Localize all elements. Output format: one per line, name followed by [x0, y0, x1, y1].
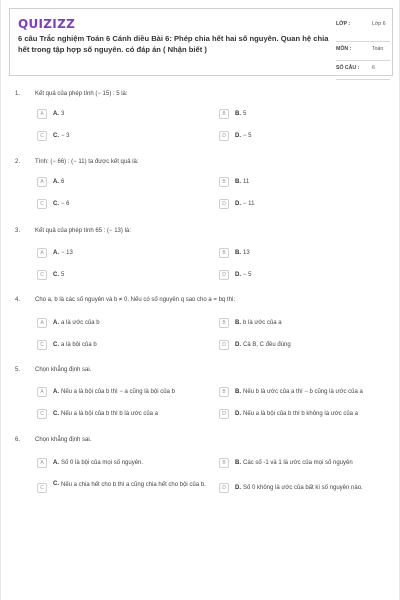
option-text: − 3 [61, 133, 70, 139]
meta-count-row [336, 61, 390, 80]
option-box[interactable]: D [219, 131, 229, 141]
option-letter: D. [235, 133, 241, 139]
option-letter: C. [53, 133, 59, 139]
option-text: Nếu a là bội của b thì b là ước của a [61, 411, 159, 417]
option-box[interactable]: D [219, 199, 229, 209]
option-text: Số 0 là bội của mọi số nguyên. [61, 460, 144, 466]
option-letter: C. [53, 411, 59, 417]
option-letter: A. [53, 111, 59, 117]
option-text: a là ước của b [61, 320, 100, 326]
option-box[interactable]: A [37, 248, 47, 258]
question-text: Kết quả của phép tính 65 : (− 13) là: [35, 228, 131, 234]
option-letter: A. [53, 179, 59, 185]
option-text: 11 [243, 179, 250, 185]
question-number: 3. [15, 228, 21, 234]
option-text: 5 [61, 272, 65, 278]
option-box[interactable]: C [37, 199, 47, 209]
question-text: Chọn khẳng định sai. [35, 367, 92, 373]
option-letter: A. [53, 460, 59, 466]
option-letter: D. [235, 485, 241, 491]
worksheet-meta [336, 17, 390, 80]
question-number: 4. [15, 297, 21, 303]
question-number: 2. [15, 159, 21, 165]
option-letter: B. [235, 250, 241, 256]
worksheet-title: 6 câu Trắc nghiệm Toán 6 Cánh diều Bài 6: Phép chia hết hai số nguyên. Quan hệ chia hết trong tập hợp số nguyên. có đáp án ( Nhận biết ) [18, 34, 329, 54]
worksheet-header [9, 8, 393, 76]
meta-count-value: 6 [372, 65, 375, 71]
option-text: − 5 [243, 133, 252, 139]
option-text: Nếu a là bội của b thì − a cũng là bội của b [61, 389, 175, 395]
option-text: b là ước của a [243, 320, 282, 326]
option-letter: C. [53, 201, 59, 207]
option-text: Cả B, C đều đúng [243, 342, 291, 348]
option-text: 5 [243, 111, 247, 117]
option-box[interactable]: D [219, 483, 229, 493]
option-text: Các số -1 và 1 là ước của mọi số nguyên [243, 460, 353, 466]
option-box[interactable]: A [37, 387, 47, 397]
option-box[interactable]: B [219, 458, 229, 468]
question-text: Tính: (− 66) : (− 11) ta được kết quả là: [35, 159, 139, 165]
question-number: 1. [15, 91, 21, 97]
option-letter: B. [235, 460, 241, 466]
option-text: Nếu b là ước của a thì − b cũng là ước của a [243, 389, 363, 395]
option-text: − 5 [243, 272, 252, 278]
option-letter: A. [53, 250, 59, 256]
option-box[interactable]: B [219, 177, 229, 187]
option-letter: B. [235, 179, 241, 185]
meta-subject-value: Toán [372, 46, 384, 52]
option-letter: B. [235, 320, 241, 326]
option-text: − 11 [243, 201, 255, 207]
option-letter: A. [53, 389, 59, 395]
option-box[interactable]: C [37, 131, 47, 141]
question-text: Cho a, b là các số nguyên và b ≠ 0. Nếu có số nguyên q sao cho a = bq thì: [35, 297, 236, 303]
option-letter: C. [53, 272, 59, 278]
option-text: 13 [243, 250, 250, 256]
option-box[interactable]: B [219, 318, 229, 328]
option-text: Nếu a là bội của b thì b không là ước của a [243, 411, 359, 417]
question-number: 5. [15, 367, 21, 373]
option-box[interactable]: A [37, 177, 47, 187]
meta-subject-label: MÔN : [336, 46, 352, 52]
meta-class-value: Lớp 6 [372, 21, 386, 27]
option-text: a là bội của b [61, 342, 97, 348]
option-letter: D. [235, 201, 241, 207]
option-box[interactable]: C [37, 409, 47, 419]
option-box[interactable]: D [219, 340, 229, 350]
option-letter: D. [235, 342, 241, 348]
option-text: 6 [61, 179, 65, 185]
meta-subject-row [336, 42, 390, 61]
question-text: Chọn khẳng định sai. [35, 437, 92, 443]
question-text: Kết quả của phép tính (− 15) : 5 là: [35, 91, 128, 97]
option-letter: B. [235, 111, 241, 117]
option-box[interactable]: C [37, 340, 47, 350]
option-text: − 6 [61, 201, 70, 207]
option-text: Số 0 không là ước của bất kì số nguyên nào. [243, 485, 363, 491]
option-letter: A. [53, 320, 59, 326]
meta-class-label: LỚP : [336, 21, 351, 27]
option-box[interactable]: B [219, 387, 229, 397]
option-box[interactable]: C [37, 483, 47, 493]
option-text: − 13 [61, 250, 73, 256]
option-text: 3 [61, 111, 65, 117]
option-box[interactable]: B [219, 248, 229, 258]
option-letter: D. [235, 411, 241, 417]
option-letter: C. [53, 481, 59, 487]
option-box[interactable]: D [219, 270, 229, 280]
question-number: 6. [15, 437, 21, 443]
option-box[interactable]: B [219, 109, 229, 119]
option-box[interactable]: A [37, 109, 47, 119]
meta-class-row [336, 17, 390, 42]
option-box[interactable]: C [37, 270, 47, 280]
meta-count-label: SỐ CÂU : [336, 65, 360, 71]
option-box[interactable]: A [37, 458, 47, 468]
option-letter: C. [53, 342, 59, 348]
option-box[interactable]: D [219, 409, 229, 419]
quizizz-logo: QUIZIZZ [18, 17, 76, 31]
option-box[interactable]: A [37, 318, 47, 328]
option-letter: B. [235, 389, 241, 395]
option-text: Nếu a chia hết cho b thì a cũng chia hết cho bội của b. [61, 482, 206, 488]
option-letter: D. [235, 272, 241, 278]
